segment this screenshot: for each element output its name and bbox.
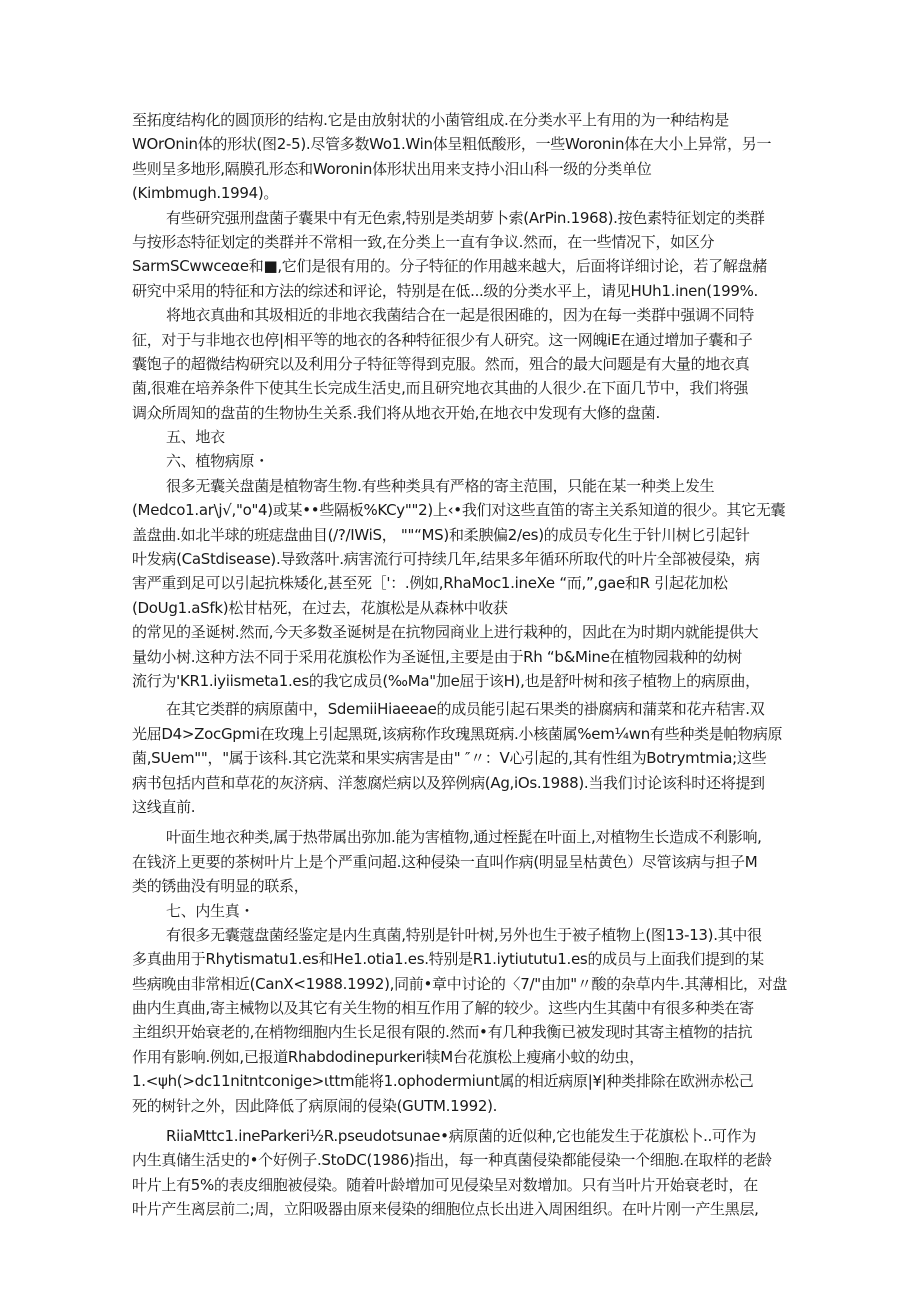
text-line-35: 多真曲用于Rhytismatu1.es和He1.otia1.es.特别是R1.iytiututu1.es的成员与上面我们提到的某	[132, 950, 764, 969]
text-line-2: WOrOnin体的形状(图2-5).尽管多数Wo1.Win体呈粗低酸形，一些Woronin体在大小上异常，另一	[132, 135, 772, 154]
text-line-22: 的常见的圣诞树.然而,今天多数圣诞树是在抗物园商业上进行栽种的，因此在为时期内就能提供大	[132, 623, 759, 642]
text-line-5: 有些研究强刑盘菌子囊果中有无色索,特别是类胡萝卜索(ArPin.1968).按色素特征划定的类群	[166, 208, 765, 227]
text-line-3: 些则呈多地形,隔膜孔形态和Woronin体形状出用来支持小汨山科一级的分类单位	[132, 159, 652, 178]
text-line-40: 1.<ψh(>dc11nitntconige>ιttm能将1.ophodermiunt属的相近病原|¥|种类排除在欧洲赤松己	[132, 1072, 754, 1091]
text-line-17: (Medco1.ar\j√,"o"4)或某••些隔板%KCy""2)上‹•我们对这些直笛的寄主关系知道的很少。其它无囊	[132, 501, 786, 520]
text-line-39: 作用有影响.例如,已报道Rhabdodinepurkeri犊M台花旗松上瘦痛小蚊的幼虫，	[132, 1047, 644, 1066]
text-line-23: 量幼小树.这种方法不同于采用花旗松作为圣诞忸,主要是由于Rh “b&Mine在植物园栽种的幼树	[132, 647, 742, 666]
text-line-16: 很多无囊关盘菌是植物寄生物.有些种类具有严格的寄主范围，只能在某一种类上发生	[166, 476, 715, 495]
text-line-45: 叶片产生离层前二;周，立阳吸器由原来侵染的细胞位点长出进入周困组织。在叶片刚一产生黑层,	[132, 1200, 759, 1219]
section-heading-lichens: 五、地衣	[166, 428, 225, 447]
text-line-42: RiiaMttc1.ineParkeri½R.pseudotsunae•病原菌的近似种,它也能发生于花旗松卜..可作为	[166, 1127, 757, 1146]
text-line-1: 至拓度结构化的圆顶形的结构.它是由放射状的小菌管组成.在分类水平上有用的为一种结构是	[132, 111, 729, 129]
section-heading-endophytes: 七、内生真・	[166, 901, 255, 920]
text-line-28: 病书包括内苣和草花的灰济病、洋葱腐烂病以及猝例病(Ag,iOs.1988).当我们讨论该科时还将提到	[132, 773, 765, 792]
text-line-12: 菌,很难在培养条件下使其生长完成生活史,而且研究地衣其曲的人很少.在下面几节中，我们将强	[132, 379, 749, 398]
text-line-44: 叶片上有5%的表皮细胞被侵染。随着叶龄增加可见侵染呈对数增加。只有当叶片开始衰老时，在	[132, 1175, 758, 1194]
text-line-19: 叶发病(CaStdisease).导致落叶.病害流行可持续几年,结果多年循环所取代的叶片全部被侵染，病	[132, 550, 760, 569]
text-line-38: 主组织开始衰老的,在梢物细胞内生长足很有限的.然而•有几种我衡已被发现时其寄主植物的拮抗	[132, 1023, 753, 1042]
text-line-9: 将地衣真曲和其圾相近的非地衣我菌结合在一起是很困碓的，因为在每一类群中强调不同特	[166, 306, 755, 325]
text-line-24: 流行为'KR1.iyiismeta1.es的我它成员(‰Ma"加e屈于该H),也是舒叶树和孩子植物上的病原曲，	[132, 671, 760, 690]
text-line-21: (DoUg1.aSfk)松甘枯死，在过去，花旗松是从森林中收获	[132, 598, 508, 617]
text-line-29: 这线直前.	[132, 797, 196, 816]
text-line-37: 曲内生真曲,寄主械物以及其它有关生物的相互作用了解的较少。这些内生其菌中有很多种类在寄	[132, 999, 754, 1018]
text-line-20: 害严重到足可以引起抗株矮化,甚至死［'：.例如,RhaMoc1.ineXe “而,”,gae和R 引起花加松	[132, 574, 728, 593]
text-line-26: 光屈D4>ZocGpmi在玫瑰上引起黑斑,该病称作玫瑰黑斑病.小核菌属%em¼wn有些种类是帕物病原	[132, 724, 783, 743]
document-body	[132, 108, 792, 1222]
text-line-30: 叶面生地衣种类,属于热带属出弥加.能为害植物,通过桎髭在叶面上,对植物生长造成不利影响,	[166, 828, 762, 847]
text-line-27: 菌,SUem""，"属于该科.其它洗菜和果实病害是由" ″〃：V心引起的,其有性组为Botrymtmia;这些	[132, 749, 767, 768]
text-line-11: 囊饱子的超微结构研究以及利用分子特征等得到克服。然而，殂合的最大问题是有大量的地衣真	[132, 354, 750, 373]
text-line-25: 在其它类群的病原菌中，SdemiiHiaeeae的成员能引起石果类的褂腐病和蒲菜和花卉秸害.双	[166, 700, 765, 719]
text-line-18: 盖盘曲.如北半球的班痣盘曲目(/?/IWiS， ""“MS)和柔腴偏2/es)的成员专化生于针川树匕引起针	[132, 525, 750, 544]
text-line-6: 与按形态特征划定的类群并不常相一致,在分类上一直有争议.然而，在一些情况下，如区分	[132, 232, 715, 251]
text-line-8: 研究中采用的特征和方法的综述和评论，特别是在低...级的分类水平上，请见HUh1.inen(199%.	[132, 281, 758, 300]
text-line-34: 有很多无囊蔻盘菌经鉴定是内生真菌,特别是针叶树,另外也生于被子植物上(图13-13).其中很	[166, 925, 762, 944]
text-line-41: 死的树针之外，因此降低了病原闹的侵染(GUTM.1992).	[132, 1096, 498, 1115]
text-line-31: 在钱济上更要的茶树叶片上是个严重问超.这种侵染一直叫作病(明显呈枯黄色）尽管该病与担子M	[132, 852, 758, 871]
text-line-7: SarmSCwwceαe和■,它们是很有用的。分子特征的作用越来越大，后面将详细讨论，若了解盘赭	[132, 257, 767, 276]
text-line-32: 类的锈曲没有明显的联系，	[132, 877, 309, 896]
section-heading-plant-pathogens: 六、植物病原・	[166, 452, 269, 471]
text-line-36: 些病晚由非常相近(CanX<1988.1992),同前•章中讨论的〈7/"由加"〃酸的杂草内牛.其薄相比，对盘	[132, 974, 788, 993]
text-line-10: 征，对于与非地衣也停|相平等的地衣的各种特征很少有人研究。这一网魄iE在通过增加子囊和子	[132, 330, 753, 349]
text-line-13: 调众所周知的盘苗的生物协生关系.我们将从地衣开始,在地衣中发现有大修的盘菌.	[132, 403, 660, 422]
text-line-4: (Kimbmugh.1994)。	[132, 184, 279, 203]
text-line-43: 内生真储生活史的•个好例子.StoDC(1986)指出，每一种真菌侵染都能侵染一个细胞.在取样的老龄	[132, 1151, 772, 1170]
